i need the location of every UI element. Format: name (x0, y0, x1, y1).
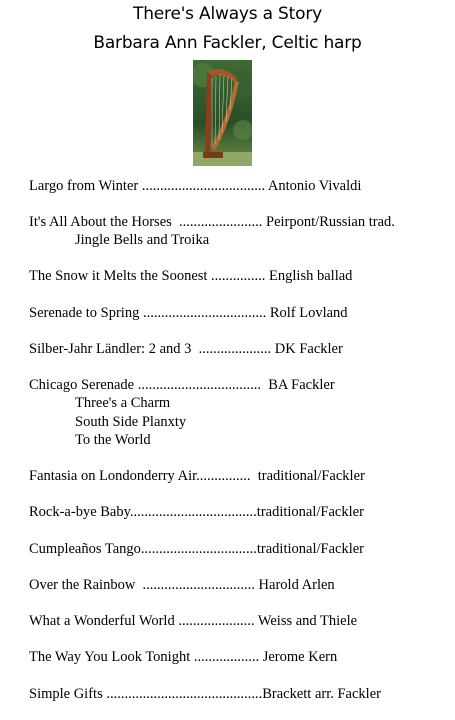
program-title: There's Always a Story (133, 4, 322, 24)
program-item: Silber-Jahr Ländler: 2 and 3 .................... DK Fackler (29, 341, 343, 357)
program-item: The Snow it Melts the Soonest ............... English ballad (29, 268, 353, 284)
program-subitem: South Side Planxty (75, 414, 187, 430)
program-item: It's All About the Horses ....................... Peirpont/Russian trad. (29, 214, 395, 230)
program-item: Simple Gifts ...........................................Brackett arr. Fackler (29, 686, 381, 702)
program-subitem: Three's a Charm (75, 395, 171, 411)
program-item: Rock-a-bye Baby...................................traditional/Fackler (29, 504, 364, 520)
program-item: What a Wonderful World ..................... Weiss and Thiele (29, 613, 358, 629)
program-item: The Way You Look Tonight .................. Jerome Kern (29, 649, 338, 665)
program-item: Cumpleaños Tango................................traditional/Fackler (29, 541, 364, 557)
program-item: Chicago Serenade .................................. BA Fackler (29, 377, 335, 393)
program-item: Fantasia on Londonderry Air............... traditional/Fackler (29, 468, 365, 484)
program-item: Largo from Winter .................................. Antonio Vivaldi (29, 178, 362, 194)
program-item: Over the Rainbow ............................... Harold Arlen (29, 577, 335, 593)
harp-photo (193, 60, 252, 166)
program-subitem: To the World (75, 432, 151, 448)
program-item: Serenade to Spring .................................. Rolf Lovland (29, 305, 348, 321)
performer-line: Barbara Ann Fackler, Celtic harp (93, 33, 362, 53)
program-subitem: Jingle Bells and Troika (75, 232, 210, 248)
